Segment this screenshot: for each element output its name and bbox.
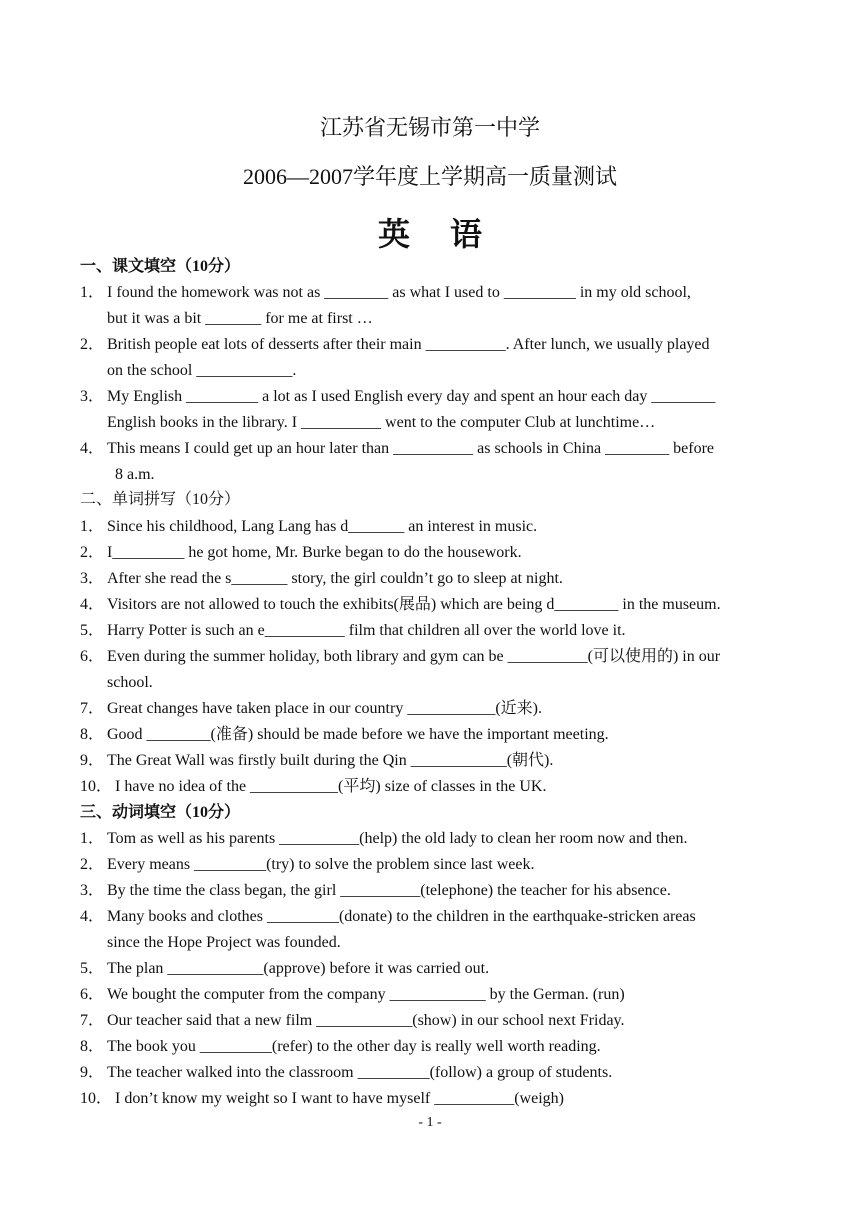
question-text: Harry Potter is such an e__________ film that children all over the world love it. <box>107 622 626 639</box>
question-text: I found the homework was not as ________ as what I used to _________ in my old school, <box>107 284 691 301</box>
question-text: We bought the computer from the company ____________ by the German. (run) <box>107 986 625 1003</box>
question-text: Tom as well as his parents __________(help) the old lady to clean her room now and then. <box>107 830 688 847</box>
question-number: 1． <box>80 284 105 301</box>
section-heading: 二、单词拼写（10分） <box>80 491 241 508</box>
question-number: 1． <box>80 518 105 535</box>
question-text: The plan ____________(approve) before it was carried out. <box>107 960 490 977</box>
question-text: British people eat lots of desserts after their main __________. After lunch, we usually played <box>107 336 710 353</box>
question-number: 2． <box>80 544 105 561</box>
question-text-continued: English books in the library. I __________ went to the computer Club at lunchtime… <box>107 414 656 431</box>
page-number: - 1 - <box>418 1115 442 1130</box>
question-text: Since his childhood, Lang Lang has d_______ an interest in music. <box>107 518 538 535</box>
question-text-continued: since the Hope Project was founded. <box>107 934 341 951</box>
question-number: 3． <box>80 882 105 899</box>
question-number: 7． <box>80 1012 105 1029</box>
question-number: 6． <box>80 986 105 1003</box>
question-number: 3． <box>80 388 105 405</box>
question-text-continued: on the school ____________. <box>107 362 297 379</box>
question-text: My English _________ a lot as I used English every day and spent an hour each day ________ <box>107 388 716 405</box>
question-number: 10． <box>80 1090 113 1107</box>
question-number: 1． <box>80 830 105 847</box>
question-number: 10． <box>80 778 113 795</box>
question-text: Even during the summer holiday, both library and gym can be __________(可以使用的) in our <box>107 648 721 665</box>
question-number: 7． <box>80 700 105 717</box>
section-heading: 一、课文填空（10分） <box>80 258 241 275</box>
question-text: Good ________(准备) should be made before we have the important meeting. <box>107 726 609 743</box>
question-number: 8． <box>80 1038 105 1055</box>
question-text: Visitors are not allowed to touch the exhibits(展品) which are being d________ in the museum. <box>107 596 721 613</box>
question-text-continued: 8 a.m. <box>115 466 155 483</box>
question-text: This means I could get up an hour later than __________ as schools in China ________ before <box>107 440 714 457</box>
question-number: 3． <box>80 570 105 587</box>
question-text: By the time the class began, the girl __________(telephone) the teacher for his absence. <box>107 882 671 899</box>
question-number: 4． <box>80 440 105 457</box>
question-number: 4． <box>80 908 105 925</box>
question-text: I don’t know my weight so I want to have myself __________(weigh) <box>115 1090 564 1107</box>
question-text-continued: but it was a bit _______ for me at first … <box>107 310 373 327</box>
question-number: 5． <box>80 960 105 977</box>
question-text: I have no idea of the ___________(平均) size of classes in the UK. <box>115 778 547 795</box>
question-number: 2． <box>80 336 105 353</box>
question-text: Great changes have taken place in our country ___________(近来). <box>107 700 542 717</box>
question-text: Many books and clothes _________(donate) to the children in the earthquake-stricken areas <box>107 908 696 925</box>
school-name: 江苏省无锡市第一中学 <box>319 115 540 140</box>
question-number: 9． <box>80 752 105 769</box>
question-number: 4． <box>80 596 105 613</box>
question-number: 5． <box>80 622 105 639</box>
question-number: 2． <box>80 856 105 873</box>
question-text: The book you _________(refer) to the other day is really well worth reading. <box>107 1038 601 1055</box>
question-text-continued: school. <box>107 674 153 691</box>
question-number: 8． <box>80 726 105 743</box>
question-number: 9． <box>80 1064 105 1081</box>
subject-title: 英语 <box>377 216 522 252</box>
question-number: 6． <box>80 648 105 665</box>
question-text: The Great Wall was firstly built during the Qin ____________(朝代). <box>107 752 554 769</box>
question-text: Every means _________(try) to solve the problem since last week. <box>107 856 535 873</box>
question-text: After she read the s_______ story, the girl couldn’t go to sleep at night. <box>107 570 563 587</box>
question-text: The teacher walked into the classroom _________(follow) a group of students. <box>107 1064 613 1081</box>
question-text: Our teacher said that a new film ____________(show) in our school next Friday. <box>107 1012 625 1029</box>
exam-title: 2006—2007学年度上学期高一质量测试 <box>242 164 617 189</box>
question-text: I_________ he got home, Mr. Burke began to do the housework. <box>107 544 522 561</box>
section-heading: 三、动词填空（10分） <box>80 804 241 821</box>
